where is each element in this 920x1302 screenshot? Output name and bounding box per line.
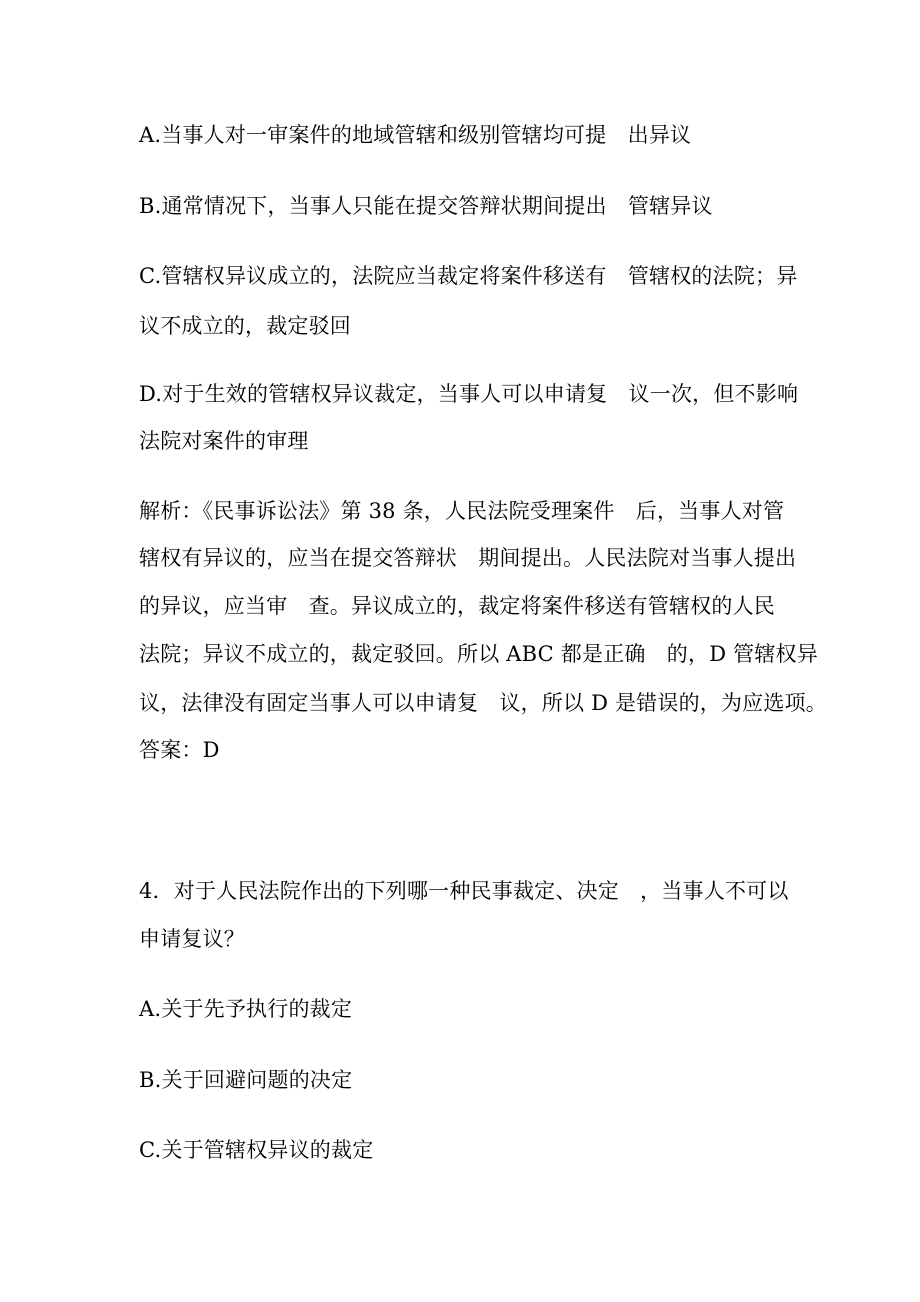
q4-option-a: A.关于先予执行的裁定 xyxy=(139,997,353,1021)
q4-question-line1: 4．对于人民法院作出的下列哪一种民事裁定、决定 ，当事人不可以 xyxy=(139,879,789,903)
q4-option-c: C.关于管辖权异议的裁定 xyxy=(139,1138,374,1162)
q3-option-a: A.当事人对一审案件的地域管辖和级别管辖均可提 出异议 xyxy=(139,123,692,147)
q3-answer: 答案：D xyxy=(139,738,220,762)
q3-option-b: B.通常情况下，当事人只能在提交答辩状期间提出 管辖异议 xyxy=(139,194,713,218)
q3-option-d-line2: 法院对案件的审理 xyxy=(139,429,309,453)
q3-option-c-line2: 议不成立的，裁定驳回 xyxy=(139,314,351,338)
q3-analysis-line1: 解析：《民事诉讼法》第 38 条，人民法院受理案件 后，当事人对管 xyxy=(139,499,785,523)
q4-option-b: B.关于回避问题的决定 xyxy=(139,1068,353,1092)
q3-analysis-line2: 辖权有异议的，应当在提交答辩状 期间提出。人民法院对当事人提出 xyxy=(139,546,797,570)
q3-analysis-line4: 法院；异议不成立的，裁定驳回。所以 ABC 都是正确 的，D 管辖权异 xyxy=(139,642,818,666)
q3-option-d-line1: D.对于生效的管辖权异议裁定，当事人可以申请复 议一次，但不影响 xyxy=(139,382,799,406)
q3-option-c-line1: C.管辖权异议成立的，法院应当裁定将案件移送有 管辖权的法院；异 xyxy=(139,264,798,288)
q4-question-line2: 申请复议？ xyxy=(139,927,245,951)
q3-analysis-line3: 的异议，应当审 查。异议成立的，裁定将案件移送有管辖权的人民 xyxy=(139,594,775,618)
q3-analysis-line5: 议，法律没有固定当事人可以申请复 议，所以 D 是错误的，为应选项。 xyxy=(139,691,827,715)
